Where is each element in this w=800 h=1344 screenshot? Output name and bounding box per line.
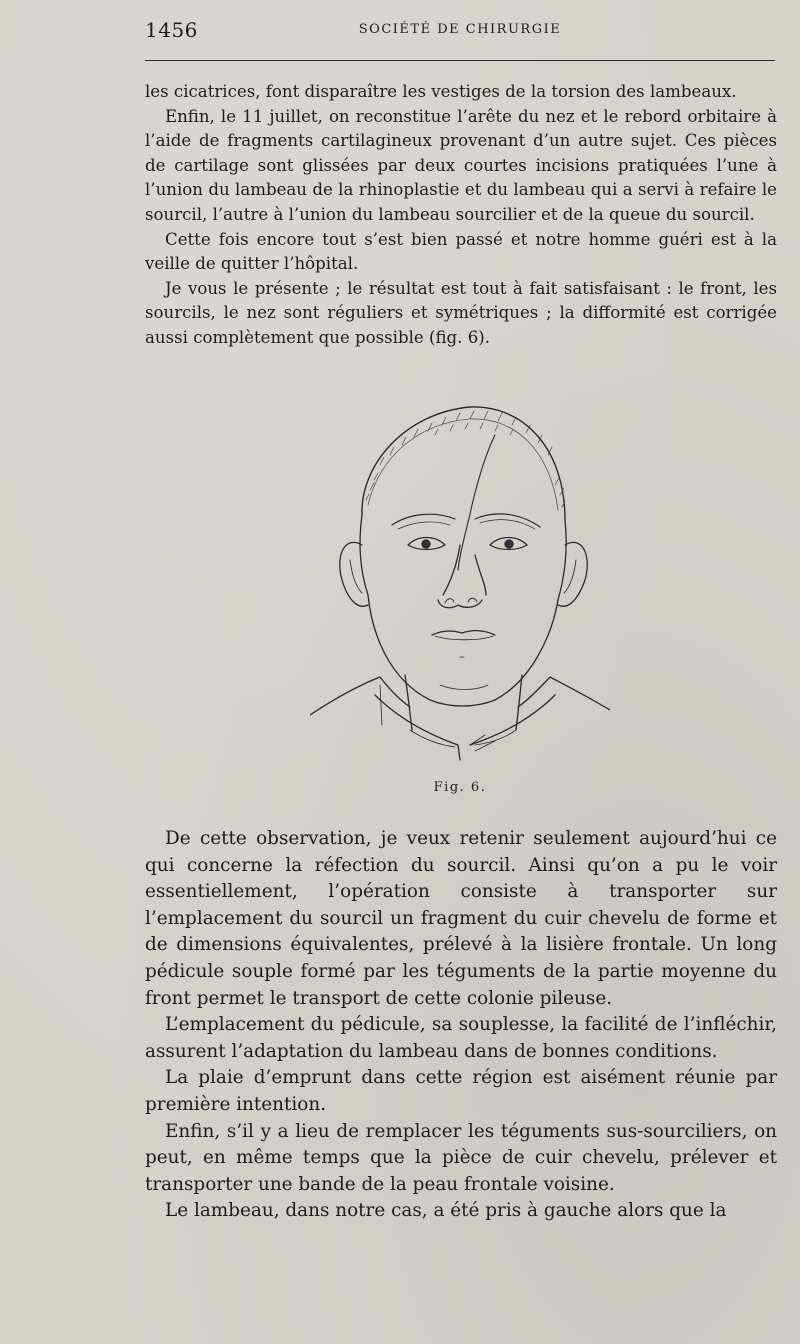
top-text-block [145, 80, 777, 351]
running-head: SOCIÉTÉ DE CHIRURGIE [358, 22, 562, 37]
header-rule [145, 60, 775, 61]
paragraph: les cicatrices, font disparaître les vestiges de la torsion des lambeaux. [145, 82, 737, 101]
paragraph: De cette observation, je veux retenir seulement aujourd’hui ce qui concerne la réfection du sourcil. Ainsi qu’on a pu le voir essentiellement, l’opération consiste à transporter sur l’emplacement du sourcil un fragment du cuir chevelu de forme et de dimensions équivalentes, prélevé à la lisière frontale. Un long pédicule souple formé par les téguments de la partie moyenne du front permet le transport de cette colonie pileuse. [145, 828, 777, 1009]
paragraph: Cette fois encore tout s’est bien passé et notre homme guéri est à la veille de quitter l’hôpital. [145, 229, 777, 274]
page-number: 1456 [145, 18, 198, 42]
paragraph: La plaie d’emprunt dans cette région est aisément réunie par première intention. [145, 1067, 777, 1115]
figure-caption: Fig. 6. [433, 780, 487, 795]
paragraph: Le lambeau, dans notre cas, a été pris à gauche alors que la [165, 1200, 727, 1222]
paragraph: Je vous le présente ; le résultat est tout à fait satisfaisant : le front, les sourcils, le nez sont réguliers et symétriques ; la difformité est corrigée aussi complètement que possible (fig. 6). [145, 278, 777, 347]
paragraph: Enfin, s’il y a lieu de remplacer les téguments sus-sourciliers, on peut, en même temps que la pièce de cuir chevelu, prélever et transporter une bande de la peau frontale voisine. [145, 1120, 777, 1195]
face-portrait-illustration [310, 395, 610, 775]
paragraph: Enfin, le 11 juillet, on reconstitue l’arête du nez et le rebord orbitaire à l’aide de fragments cartilagineux provenant d’un autre sujet. Ces pièces de cartilage sont glissées par deux courtes incisions pratiquées l’une à l’union du lambeau de la rhinoplastie et du lambeau qui a servi à refaire le sourcil, l’autre à l’union du lambeau sourcilier et de la queue du sourcil. [145, 106, 777, 224]
bottom-text-block [145, 826, 777, 1225]
paragraph: L’emplacement du pédicule, sa souplesse, la facilité de l’infléchir, assurent l’adaptation du lambeau dans de bonnes conditions. [145, 1014, 777, 1062]
page-header [145, 16, 775, 46]
figure-6 [310, 395, 610, 775]
